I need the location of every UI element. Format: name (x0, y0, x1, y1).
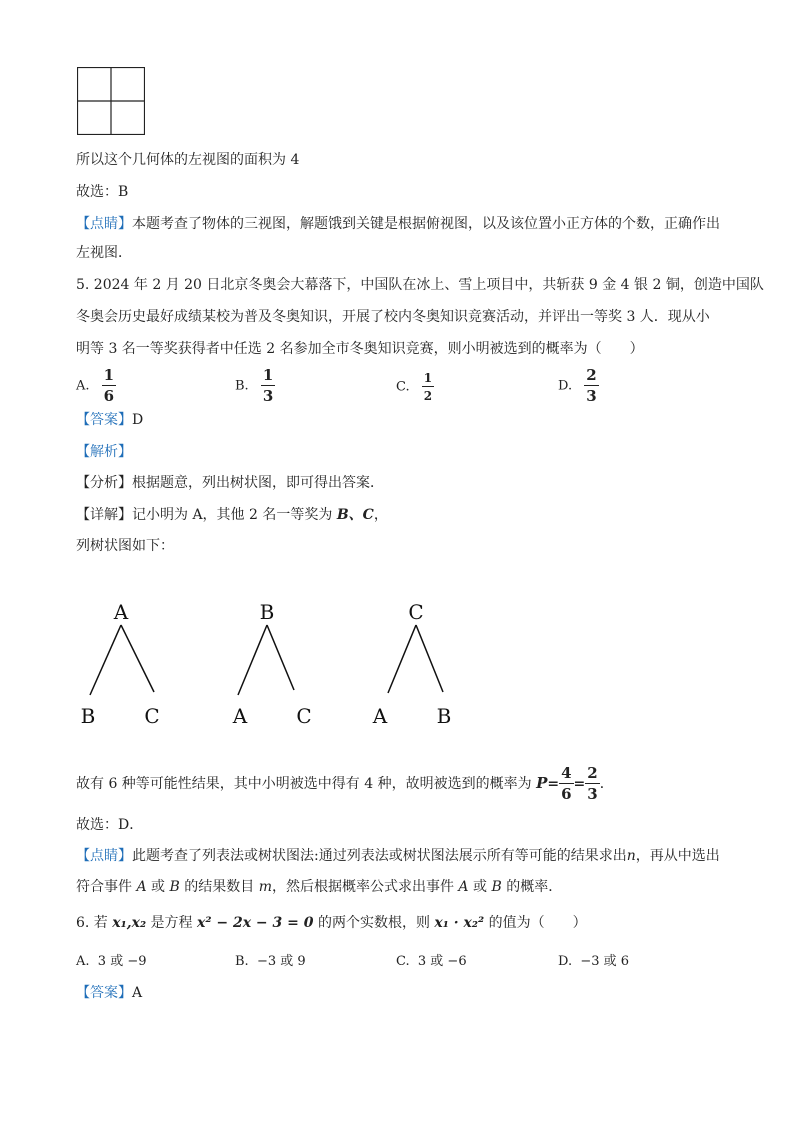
xiangjie-end: ， (373, 507, 388, 523)
option-label: A. (76, 378, 90, 394)
tree-a (81, 600, 160, 728)
q4-comment-line2: 左视图． (76, 245, 132, 261)
result-p: P (536, 774, 548, 792)
q5-answer (76, 410, 143, 430)
result-eq: = (547, 776, 560, 792)
result-text: 故有 6 种等可能性结果，其中小明被选中得有 4 种，故明被选到的概率为 (76, 776, 532, 792)
tree-root: B (259, 600, 275, 624)
comment-var: m (258, 879, 272, 895)
q6-option-c (396, 952, 467, 972)
tree-leaf: C (296, 704, 312, 728)
comment-var: B (169, 879, 180, 895)
tree-intro: 列树状图如下： (76, 538, 174, 554)
option-text: 3 或 −6 (417, 954, 467, 969)
answer-value: D (132, 412, 144, 428)
q5-fenxi (76, 473, 384, 493)
comment-var: A (136, 879, 147, 895)
q6-suffix: 的值为（ ） (484, 915, 587, 931)
fenxi-text: 根据题意，列出树状图，即可得出答案． (132, 475, 384, 491)
option-fraction: $\frac{1}{3}$ (262, 366, 274, 405)
option-label: D. (558, 378, 573, 394)
result-frac-2: $\frac{2}{3}$ (587, 764, 598, 803)
q5-xiangjie (76, 505, 388, 525)
comment-text: ，然后根据概率公式求出事件 (271, 879, 459, 895)
q5-result (76, 764, 614, 803)
q5-option-b (235, 368, 275, 404)
comment-var: A (458, 879, 469, 895)
q4-comment-text: 本题考查了物体的三视图，解题饿到关键是根据俯视图，以及该位置小正方体的个数，正确作出 (132, 216, 720, 232)
q6-option-a (76, 952, 147, 972)
option-text: −3 或 9 (256, 954, 306, 969)
q6-roots: x₁,x₂ (112, 915, 147, 931)
option-label: A. (76, 954, 90, 969)
tree-root: A (113, 600, 129, 624)
option-fraction: $\frac{1}{2}$ (423, 371, 433, 403)
q5-comment-line2 (76, 877, 562, 897)
tree-leaf: B (80, 704, 96, 728)
q6-mid: 是方程 (146, 915, 198, 931)
q5-option-a (76, 368, 116, 404)
q5-stem-line3: 明等 3 名一等奖获得者中任选 2 名参加全市冬奥知识竞赛，则小明被选到的概率为（ ） (76, 341, 644, 357)
left-view-grid (77, 67, 145, 135)
q5-option-d (558, 368, 599, 404)
tree-leaf: A (372, 704, 388, 728)
comment-or: 或 (146, 879, 170, 895)
comment-tag: 【点睛】 (76, 848, 132, 864)
q6-option-d (558, 952, 629, 972)
xiangjie-tag: 【详解】 (76, 507, 132, 523)
answer-tag: 【答案】 (76, 985, 132, 1001)
tree-branch (238, 625, 267, 695)
tree-leaf: A (232, 704, 248, 728)
xiangjie-text: 记小明为 A，其他 2 名一等奖为 (132, 507, 337, 523)
fenxi-tag: 【分析】 (76, 475, 132, 491)
tree-c (372, 600, 452, 728)
tree-branch (416, 625, 443, 692)
q6-prefix: 6. 若 (76, 915, 113, 931)
xiangjie-vars: B、C (336, 507, 374, 523)
comment-n: n (626, 848, 636, 864)
q5-choice: 故选：D． (76, 817, 144, 833)
q5-comment-line1 (76, 846, 720, 866)
comment-text: 符合事件 (76, 879, 137, 895)
analysis-tag: 【解析】 (76, 444, 132, 460)
option-label: B. (235, 378, 249, 394)
result-end: ． (599, 776, 614, 792)
q6-answer (76, 983, 142, 1003)
option-fraction: $\frac{2}{3}$ (586, 366, 597, 405)
option-fraction: $\frac{1}{6}$ (103, 366, 115, 405)
grid-caption: 所以这个几何体的左视图的面积为 4 (76, 152, 300, 168)
q4-comment-line1 (76, 214, 720, 234)
tree-leaf: B (436, 704, 452, 728)
tree-branch (388, 625, 416, 693)
comment-text: 此题考查了列表法或树状图法:通过列表法或树状图法展示所有等可能的结果求出 (132, 848, 627, 864)
answer-tag: 【答案】 (76, 412, 132, 428)
q6-mid2: 的两个实数根，则 (313, 915, 435, 931)
tree-branch (267, 625, 294, 690)
comment-var: B (491, 879, 502, 895)
comment-or: 或 (468, 879, 492, 895)
q5-stem-line1: 5. 2024 年 2 月 20 日北京冬奥会大幕落下，中国队在冰上、雪上项目中，共斩获 9 金 4 银 2 铜，创造中国队 (76, 277, 764, 293)
q5-stem-line2: 冬奥会历史最好成绩某校为普及冬奥知识，开展了校内冬奥知识竞赛活动，并评出一等奖 3 人．现从小 (76, 309, 710, 325)
option-label: B. (235, 954, 249, 969)
tree-branch (90, 625, 121, 695)
tree-root: C (408, 600, 424, 624)
comment-text-b: ，再从中选出 (635, 848, 720, 864)
q6-option-b (235, 952, 306, 972)
comment-text: 的概率． (501, 879, 563, 895)
tree-branch (121, 625, 154, 692)
comment-tag: 【点睛】 (76, 216, 132, 232)
answer-value: A (132, 985, 143, 1001)
q6-expression: x₁ · x₂² (434, 915, 485, 931)
option-text: 3 或 −9 (97, 954, 147, 969)
q5-analysis-tag (76, 442, 132, 462)
q5-option-c (396, 372, 434, 402)
comment-text: 的结果数目 (179, 879, 259, 895)
tree-leaf: C (144, 704, 160, 728)
q6-equation: x² − 2x − 3 = 0 (197, 915, 314, 931)
q6-stem (76, 913, 587, 933)
option-label: C. (396, 379, 410, 395)
tree-b (232, 600, 312, 728)
q4-choice: 故选：B (76, 184, 129, 200)
option-label: D. (558, 954, 573, 969)
tree-diagram (75, 595, 475, 735)
result-frac-1: $\frac{4}{6}$ (561, 764, 572, 803)
option-text: −3 或 6 (580, 954, 630, 969)
result-eq-2: = (573, 776, 586, 792)
option-label: C. (396, 954, 410, 969)
